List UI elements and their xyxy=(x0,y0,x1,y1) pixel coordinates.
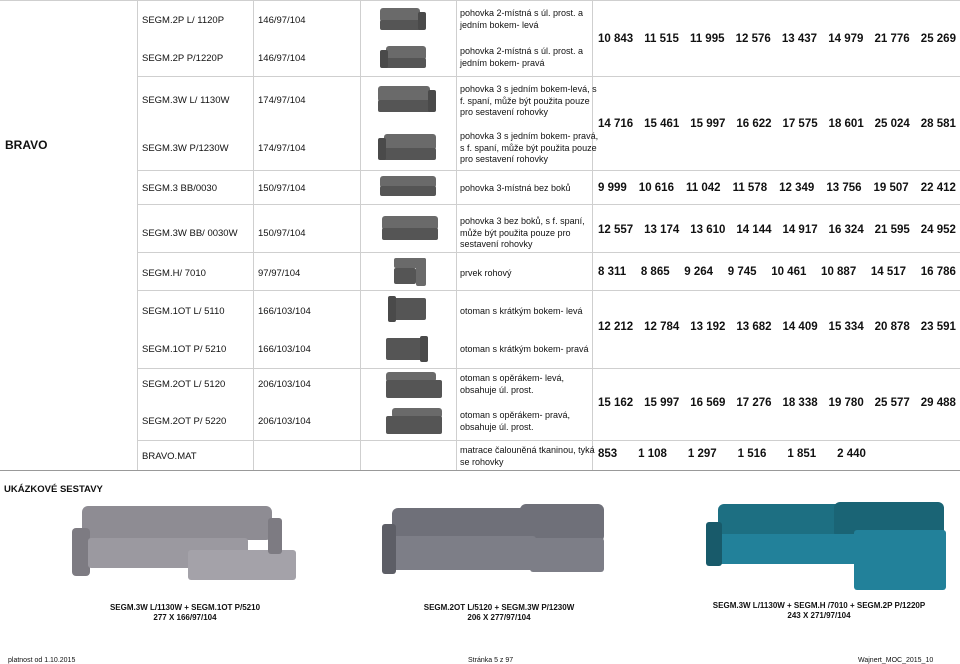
price-cell: 853 xyxy=(598,448,618,460)
price-cell: 1 108 xyxy=(638,448,667,460)
price-cell: 10 461 xyxy=(771,266,807,278)
price-cell: 2 440 xyxy=(837,448,866,460)
row-divider xyxy=(137,368,960,369)
product-description: matrace čalouněná tkaninou, tyká se rohovky xyxy=(460,445,595,467)
price-cell: 1 297 xyxy=(687,448,717,460)
sample-set-caption xyxy=(684,601,954,621)
price-row xyxy=(598,182,960,194)
grid-divider xyxy=(253,0,254,470)
price-cell: 23 591 xyxy=(920,321,956,333)
price-row xyxy=(598,266,960,278)
price-row xyxy=(598,33,960,45)
product-code: SEGM.2P P/1220P xyxy=(142,53,224,64)
price-cell: 11 995 xyxy=(689,33,725,45)
price-row xyxy=(598,118,960,130)
grid-divider xyxy=(137,0,138,470)
price-cell: 13 192 xyxy=(690,321,726,333)
footer-validity: platnost od 1.10.2015 xyxy=(8,657,76,664)
price-cell: 25 577 xyxy=(874,397,910,409)
product-dimensions: 206/103/104 xyxy=(258,379,311,390)
price-row xyxy=(598,321,960,333)
product-dimensions: 150/97/104 xyxy=(258,228,306,239)
sample-set-caption xyxy=(374,603,624,623)
product-description: pohovka 3 s jedním bokem-levá, s f. spaní, může být použita pouze pro sestavení rohovky xyxy=(460,84,597,117)
price-cell: 14 917 xyxy=(782,224,818,236)
product-description: otoman s krátkým bokem- levá xyxy=(460,306,583,316)
product-dimensions: 174/97/104 xyxy=(258,143,306,154)
price-cell: 14 144 xyxy=(736,224,772,236)
price-cell: 17 575 xyxy=(782,118,818,130)
sofa-thumbnail xyxy=(384,370,444,404)
product-code: SEGM.3W L/ 1130W xyxy=(142,95,230,106)
row-divider xyxy=(137,76,960,77)
price-cell: 9 264 xyxy=(684,266,714,278)
product-dimensions: 97/97/104 xyxy=(258,268,301,279)
product-dimensions: 166/103/104 xyxy=(258,306,311,317)
product-code: SEGM.2OT L/ 5120 xyxy=(142,379,226,390)
product-dimensions: 146/97/104 xyxy=(258,53,306,64)
price-cell: 9 999 xyxy=(598,182,627,194)
price-cell: 16 622 xyxy=(736,118,772,130)
grid-divider xyxy=(360,0,361,470)
footer-document-id: Wajnert_MOC_2015_10 xyxy=(858,657,934,664)
sofa-thumbnail xyxy=(386,294,430,328)
sample-set-size: 206 X 277/97/104 xyxy=(467,613,531,622)
sofa-thumbnail xyxy=(376,130,438,166)
sofa-thumbnail xyxy=(378,4,428,36)
sample-set-name: SEGM.3W L/1130W + SEGM.H /7010 + SEGM.2P P/1220P xyxy=(712,601,926,610)
price-cell: 13 437 xyxy=(781,33,818,45)
product-description: pohovka 3 bez boků, s f. spaní, může být použita pouze pro sestavení rohovky xyxy=(460,216,585,249)
price-cell: 13 610 xyxy=(690,224,726,236)
product-code: SEGM.1OT P/ 5210 xyxy=(142,344,227,355)
table-border-top xyxy=(0,0,960,1)
product-code: SEGM.1OT L/ 5110 xyxy=(142,306,225,317)
price-cell: 10 887 xyxy=(821,266,857,278)
product-description: pohovka 2-místná s úl. prost. a jedním bokem- levá xyxy=(460,8,584,30)
sofa-thumbnail xyxy=(378,42,428,74)
price-cell: 25 269 xyxy=(920,33,956,45)
price-cell: 16 786 xyxy=(920,266,956,278)
price-cell: 14 409 xyxy=(782,321,818,333)
price-cell: 12 784 xyxy=(644,321,680,333)
price-cell: 12 557 xyxy=(598,224,634,236)
price-cell: 18 338 xyxy=(782,397,818,409)
sample-set-name: SEGM.3W L/1130W + SEGM.1OT P/5210 xyxy=(109,603,261,612)
product-description: otoman s opěrákem- levá, obsahuje úl. prost. xyxy=(460,373,565,395)
price-cell: 19 507 xyxy=(873,182,909,194)
product-dimensions: 146/97/104 xyxy=(258,15,306,26)
price-cell: 12 212 xyxy=(598,321,634,333)
footer-page-number: Stránka 5 z 97 xyxy=(468,657,514,664)
price-cell: 19 780 xyxy=(828,397,864,409)
sample-set-name: SEGM.2OT L/5120 + SEGM.3W P/1230W xyxy=(423,603,575,612)
price-cell: 11 515 xyxy=(644,33,679,45)
price-cell: 20 878 xyxy=(874,321,910,333)
product-description: prvek rohový xyxy=(460,268,512,278)
price-cell: 13 174 xyxy=(644,224,680,236)
price-cell: 13 756 xyxy=(826,182,862,194)
price-cell: 14 979 xyxy=(828,33,864,45)
sofa-thumbnail xyxy=(382,332,430,366)
price-cell: 10 616 xyxy=(638,182,674,194)
price-cell: 17 276 xyxy=(736,397,772,409)
row-divider xyxy=(137,290,960,291)
product-description: otoman s opěrákem- pravá, obsahuje úl. prost. xyxy=(460,410,571,432)
sofa-thumbnail xyxy=(376,82,438,118)
price-row xyxy=(598,448,870,460)
grid-divider xyxy=(456,0,457,470)
price-cell: 1 516 xyxy=(737,448,767,460)
price-row xyxy=(598,397,960,409)
price-cell: 15 461 xyxy=(644,118,680,130)
row-divider xyxy=(137,204,960,205)
sofa-thumbnail xyxy=(380,212,440,248)
product-description: pohovka 2-místná s úl. prost. a jedním bokem- pravá xyxy=(460,46,584,68)
product-dimensions: 174/97/104 xyxy=(258,95,306,106)
price-cell: 28 581 xyxy=(920,118,956,130)
product-code: SEGM.3W P/1230W xyxy=(142,143,229,154)
price-cell: 21 776 xyxy=(874,33,910,45)
sample-set-image xyxy=(68,498,300,594)
price-row xyxy=(598,224,960,236)
price-cell: 24 952 xyxy=(920,224,956,236)
product-code: SEGM.2OT P/ 5220 xyxy=(142,416,227,427)
price-cell: 9 745 xyxy=(727,266,757,278)
product-code: SEGM.H/ 7010 xyxy=(142,268,206,279)
price-cell: 8 311 xyxy=(598,266,627,278)
product-code: SEGM.2P L/ 1120P xyxy=(142,15,225,26)
product-code: SEGM.3W BB/ 0030W xyxy=(142,228,238,239)
product-dimensions: 150/97/104 xyxy=(258,183,306,194)
product-dimensions: 166/103/104 xyxy=(258,344,311,355)
sample-set-size: 243 X 271/97/104 xyxy=(787,611,851,620)
sample-set-caption xyxy=(60,603,310,623)
price-cell: 10 843 xyxy=(598,33,634,45)
price-cell: 25 024 xyxy=(874,118,910,130)
price-cell: 16 324 xyxy=(828,224,864,236)
product-description: otoman s krátkým bokem- pravá xyxy=(460,344,589,354)
price-cell: 21 595 xyxy=(874,224,910,236)
price-cell: 14 517 xyxy=(870,266,907,278)
sofa-thumbnail xyxy=(384,406,444,440)
product-code: SEGM.3 BB/0030 xyxy=(142,183,217,194)
price-cell: 11 042 xyxy=(686,182,721,194)
sofa-thumbnail xyxy=(378,174,438,202)
product-dimensions: 206/103/104 xyxy=(258,416,311,427)
price-cell: 29 488 xyxy=(920,397,956,409)
price-cell: 15 334 xyxy=(828,321,864,333)
price-cell: 8 865 xyxy=(640,266,670,278)
sofa-thumbnail xyxy=(392,256,428,288)
row-divider xyxy=(137,440,960,441)
price-cell: 16 569 xyxy=(690,397,726,409)
price-cell: 18 601 xyxy=(828,118,864,130)
price-cell: 11 578 xyxy=(732,182,768,194)
brand-label: BRAVO xyxy=(5,138,48,152)
row-divider xyxy=(137,170,960,171)
price-cell: 1 851 xyxy=(787,448,817,460)
price-cell: 15 997 xyxy=(644,397,680,409)
price-cell: 15 162 xyxy=(598,397,634,409)
sample-set-image xyxy=(704,494,954,598)
price-cell: 14 716 xyxy=(598,118,634,130)
table-border-bottom xyxy=(0,470,960,471)
price-cell: 15 997 xyxy=(690,118,726,130)
price-cell: 22 412 xyxy=(920,182,956,194)
sample-set-size: 277 X 166/97/104 xyxy=(153,613,217,622)
section-title: UKÁZKOVÉ SESTAVY xyxy=(4,484,103,495)
sample-set-image xyxy=(380,498,612,594)
price-cell: 12 576 xyxy=(735,33,771,45)
product-description: pohovka 3 s jedním bokem- pravá, s f. spaní, může být použita pouze pro sestavení rohovky xyxy=(460,131,599,164)
price-cell: 13 682 xyxy=(736,321,772,333)
row-divider xyxy=(137,252,960,253)
product-description: pohovka 3-místná bez boků xyxy=(460,183,571,193)
product-code: BRAVO.MAT xyxy=(142,451,197,462)
price-cell: 12 349 xyxy=(779,182,815,194)
